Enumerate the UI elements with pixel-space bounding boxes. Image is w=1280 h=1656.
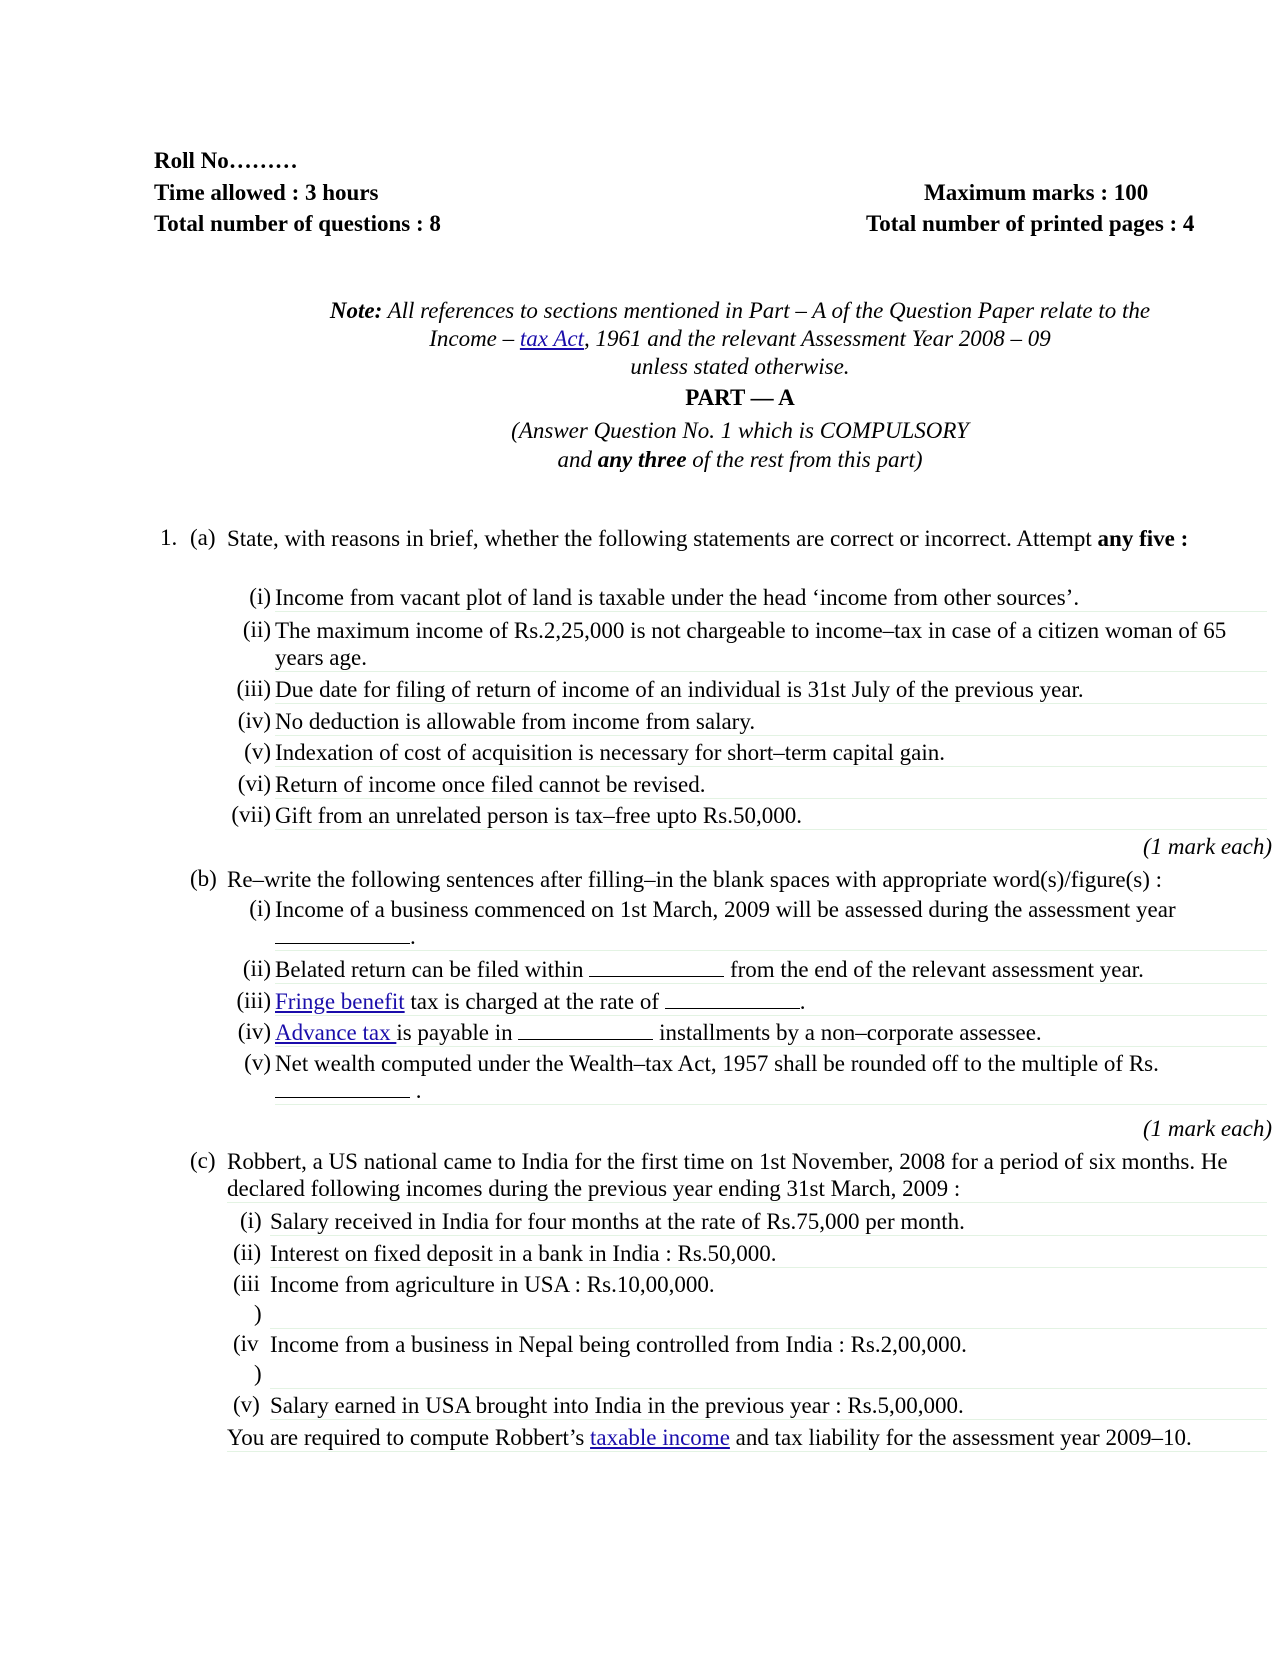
list-item: Income from agriculture in USA : Rs.10,00,000. — [270, 1271, 1267, 1329]
list-item — [275, 988, 1267, 1016]
item-number: (ii) — [242, 617, 271, 642]
list-item: Indexation of cost of acquisition is necessary for short–term capital gain. — [275, 739, 1267, 767]
item-text: Belated return can be filed within — [275, 957, 590, 982]
part-c-closing — [227, 1424, 1267, 1452]
item-number: (iii — [233, 1271, 260, 1296]
list-item — [275, 956, 1267, 984]
fringe-benefit-link[interactable]: Fringe benefit — [275, 989, 405, 1014]
item-text: installments by a non–corporate assessee. — [653, 1020, 1042, 1045]
note-line-3: unless stated otherwise. — [630, 354, 850, 379]
blank-line — [589, 958, 724, 977]
item-number: (i) — [249, 584, 271, 609]
instr-bold: any three — [597, 447, 687, 472]
note-line-2 — [200, 325, 1280, 353]
tax-act-link[interactable]: tax Act — [519, 326, 584, 351]
item-number: (vii) — [231, 802, 271, 827]
item-number: (v) — [244, 1050, 271, 1075]
item-number: (ii) — [233, 1240, 262, 1265]
item-number: (i) — [249, 896, 271, 921]
item-text: . — [799, 989, 806, 1014]
list-item: No deduction is allowable from income from salary. — [275, 708, 1267, 736]
item-number: (iii) — [236, 676, 271, 701]
part-a-instruction — [227, 525, 1227, 552]
blank-line — [275, 1079, 410, 1098]
note-text-2a: Income – — [429, 326, 520, 351]
time-allowed: Time allowed : 3 hours — [154, 180, 379, 205]
question-number: 1. — [160, 525, 178, 550]
list-item: The maximum income of Rs.2,25,000 is not chargeable to income–tax in case of a citizen woman of 65 years age. — [275, 617, 1267, 672]
list-item — [275, 896, 1267, 951]
item-text: from the end of the relevant assessment year. — [724, 957, 1144, 982]
blank-line — [275, 925, 410, 944]
item-number: (iv — [233, 1331, 259, 1356]
item-number: (v) — [244, 739, 271, 764]
item-number-close: ) — [254, 1361, 262, 1386]
item-text: is payable in — [396, 1020, 519, 1045]
list-item: Return of income once filed cannot be revised. — [275, 771, 1267, 799]
closing-text-a: You are required to compute Robbert’s — [227, 1425, 591, 1450]
part-title: PART — A — [685, 385, 795, 410]
part-b-instruction: Re–write the following sentences after filling–in the blank spaces with appropriate word(s)/figure(s) : — [227, 867, 1163, 892]
list-item: Due date for filing of return of income of an individual is 31st July of the previous year. — [275, 676, 1267, 704]
list-item: Income from a business in Nepal being controlled from India : Rs.2,00,000. — [270, 1331, 1267, 1389]
note-block — [200, 297, 1280, 381]
list-item: Gift from an unrelated person is tax–free upto Rs.50,000. — [275, 802, 1267, 830]
blank-line — [518, 1021, 653, 1040]
closing-text-b: and tax liability for the assessment year 2009–10. — [729, 1425, 1192, 1450]
part-b-label: (b) — [190, 866, 217, 891]
list-item: Income from vacant plot of land is taxable under the head ‘income from other sources’. — [275, 584, 1267, 612]
note-line-1 — [200, 297, 1280, 325]
item-text: . — [410, 924, 416, 949]
item-text: Income of a business commenced on 1st March, 2009 will be assessed during the assessment year — [275, 897, 1176, 922]
instr-text-b: of the rest from this part) — [686, 447, 923, 472]
list-item: Salary received in India for four months at the rate of Rs.75,000 per month. — [270, 1208, 1267, 1236]
instr-line-2 — [200, 445, 1280, 474]
list-item: Salary earned in USA brought into India in the previous year : Rs.5,00,000. — [270, 1392, 1267, 1420]
item-number: (iv) — [237, 1019, 271, 1044]
item-text: Net wealth computed under the Wealth–tax Act, 1957 shall be rounded off to the multiple of Rs. — [275, 1051, 1159, 1076]
list-item — [275, 1019, 1267, 1047]
blank-line — [665, 990, 800, 1009]
part-a-label: (a) — [190, 525, 216, 550]
marks-note-b: (1 mark each) — [1142, 1116, 1272, 1141]
list-item: Interest on fixed deposit in a bank in India : Rs.50,000. — [270, 1240, 1267, 1268]
list-item — [275, 1050, 1267, 1105]
roll-no: Roll No……… — [154, 148, 298, 173]
item-number: (vi) — [237, 771, 271, 796]
part-a-bold: any five : — [1097, 526, 1189, 551]
note-text-2b: , 1961 and the relevant Assessment Year 2008 – 09 — [583, 326, 1051, 351]
item-number: (ii) — [242, 956, 271, 981]
item-number: (v) — [233, 1392, 260, 1417]
part-c-instruction: Robbert, a US national came to India for the first time on 1st November, 2008 for a period of six months. He declared following incomes during the previous year ending 31st March, 2009 : — [227, 1148, 1267, 1203]
item-text: tax is charged at the rate of — [404, 989, 665, 1014]
advance-tax-link[interactable]: Advance tax — [275, 1020, 397, 1045]
item-number: (iii) — [236, 988, 271, 1013]
instr-text-a: and — [557, 447, 598, 472]
item-number: (i) — [240, 1208, 262, 1233]
total-questions: Total number of questions : 8 — [154, 211, 441, 236]
marks-note-a: (1 mark each) — [1142, 834, 1272, 859]
part-instructions — [200, 416, 1280, 474]
total-pages: Total number of printed pages : 4 — [866, 211, 1195, 236]
taxable-income-link[interactable]: taxable income — [590, 1425, 730, 1450]
part-a-text: State, with reasons in brief, whether the following statements are correct or incorrect. Attempt — [227, 526, 1098, 551]
item-number: (iv) — [237, 708, 271, 733]
instr-line-1: (Answer Question No. 1 which is COMPULSORY — [511, 418, 969, 443]
note-text-1: All references to sections mentioned in Part – A of the Question Paper relate to the — [382, 298, 1151, 323]
item-number-close: ) — [254, 1301, 262, 1326]
maximum-marks: Maximum marks : 100 — [924, 180, 1149, 205]
note-label: Note: — [329, 298, 383, 323]
item-text: . — [410, 1078, 422, 1103]
part-c-label: (c) — [190, 1148, 216, 1173]
